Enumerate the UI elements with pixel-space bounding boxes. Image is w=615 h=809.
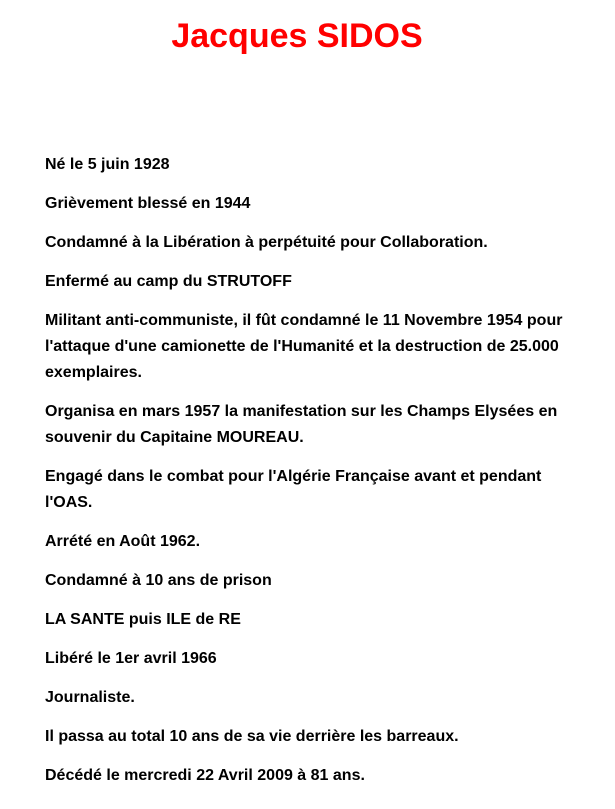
bio-entry-prisons: LA SANTE puis ILE de RE — [45, 611, 241, 628]
bio-entry-sentenced-liberation: Condamné à la Libération à perpétuité pour Collaboration. — [45, 234, 488, 251]
bio-entry-released: Libéré le 1er avril 1966 — [45, 650, 217, 667]
biography-list — [45, 152, 585, 802]
bio-entry-journalist: Journaliste. — [45, 689, 135, 706]
bio-entry-prison-sentence: Condamné à 10 ans de prison — [45, 572, 272, 589]
page-title: Jacques SIDOS — [171, 17, 423, 55]
bio-entry-wounded: Grièvement blessé en 1944 — [45, 195, 251, 212]
bio-entry-arrested: Arrété en Août 1962. — [45, 533, 201, 550]
bio-entry-birth: Né le 5 juin 1928 — [45, 156, 170, 173]
bio-entry-death: Décédé le mercredi 22 Avril 2009 à 81 ans. — [45, 767, 365, 784]
bio-entry-total-prison: Il passa au total 10 ans de sa vie derrière les barreaux. — [45, 728, 459, 745]
bio-entry-algerie: Engagé dans le combat pour l'Algérie Française avant et pendant l'OAS. — [45, 468, 542, 511]
bio-entry-demonstration: Organisa en mars 1957 la manifestation sur les Champs Elysées en souvenir du Capitaine MOUREAU. — [45, 403, 558, 446]
bio-entry-anti-communist: Militant anti-communiste, il fût condamné le 11 Novembre 1954 pour l'attaque d'une camionette de l'Humanité et la destruction de 25.000 exemplaires. — [45, 312, 563, 381]
bio-entry-struthof: Enfermé au camp du STRUTOFF — [45, 273, 292, 290]
